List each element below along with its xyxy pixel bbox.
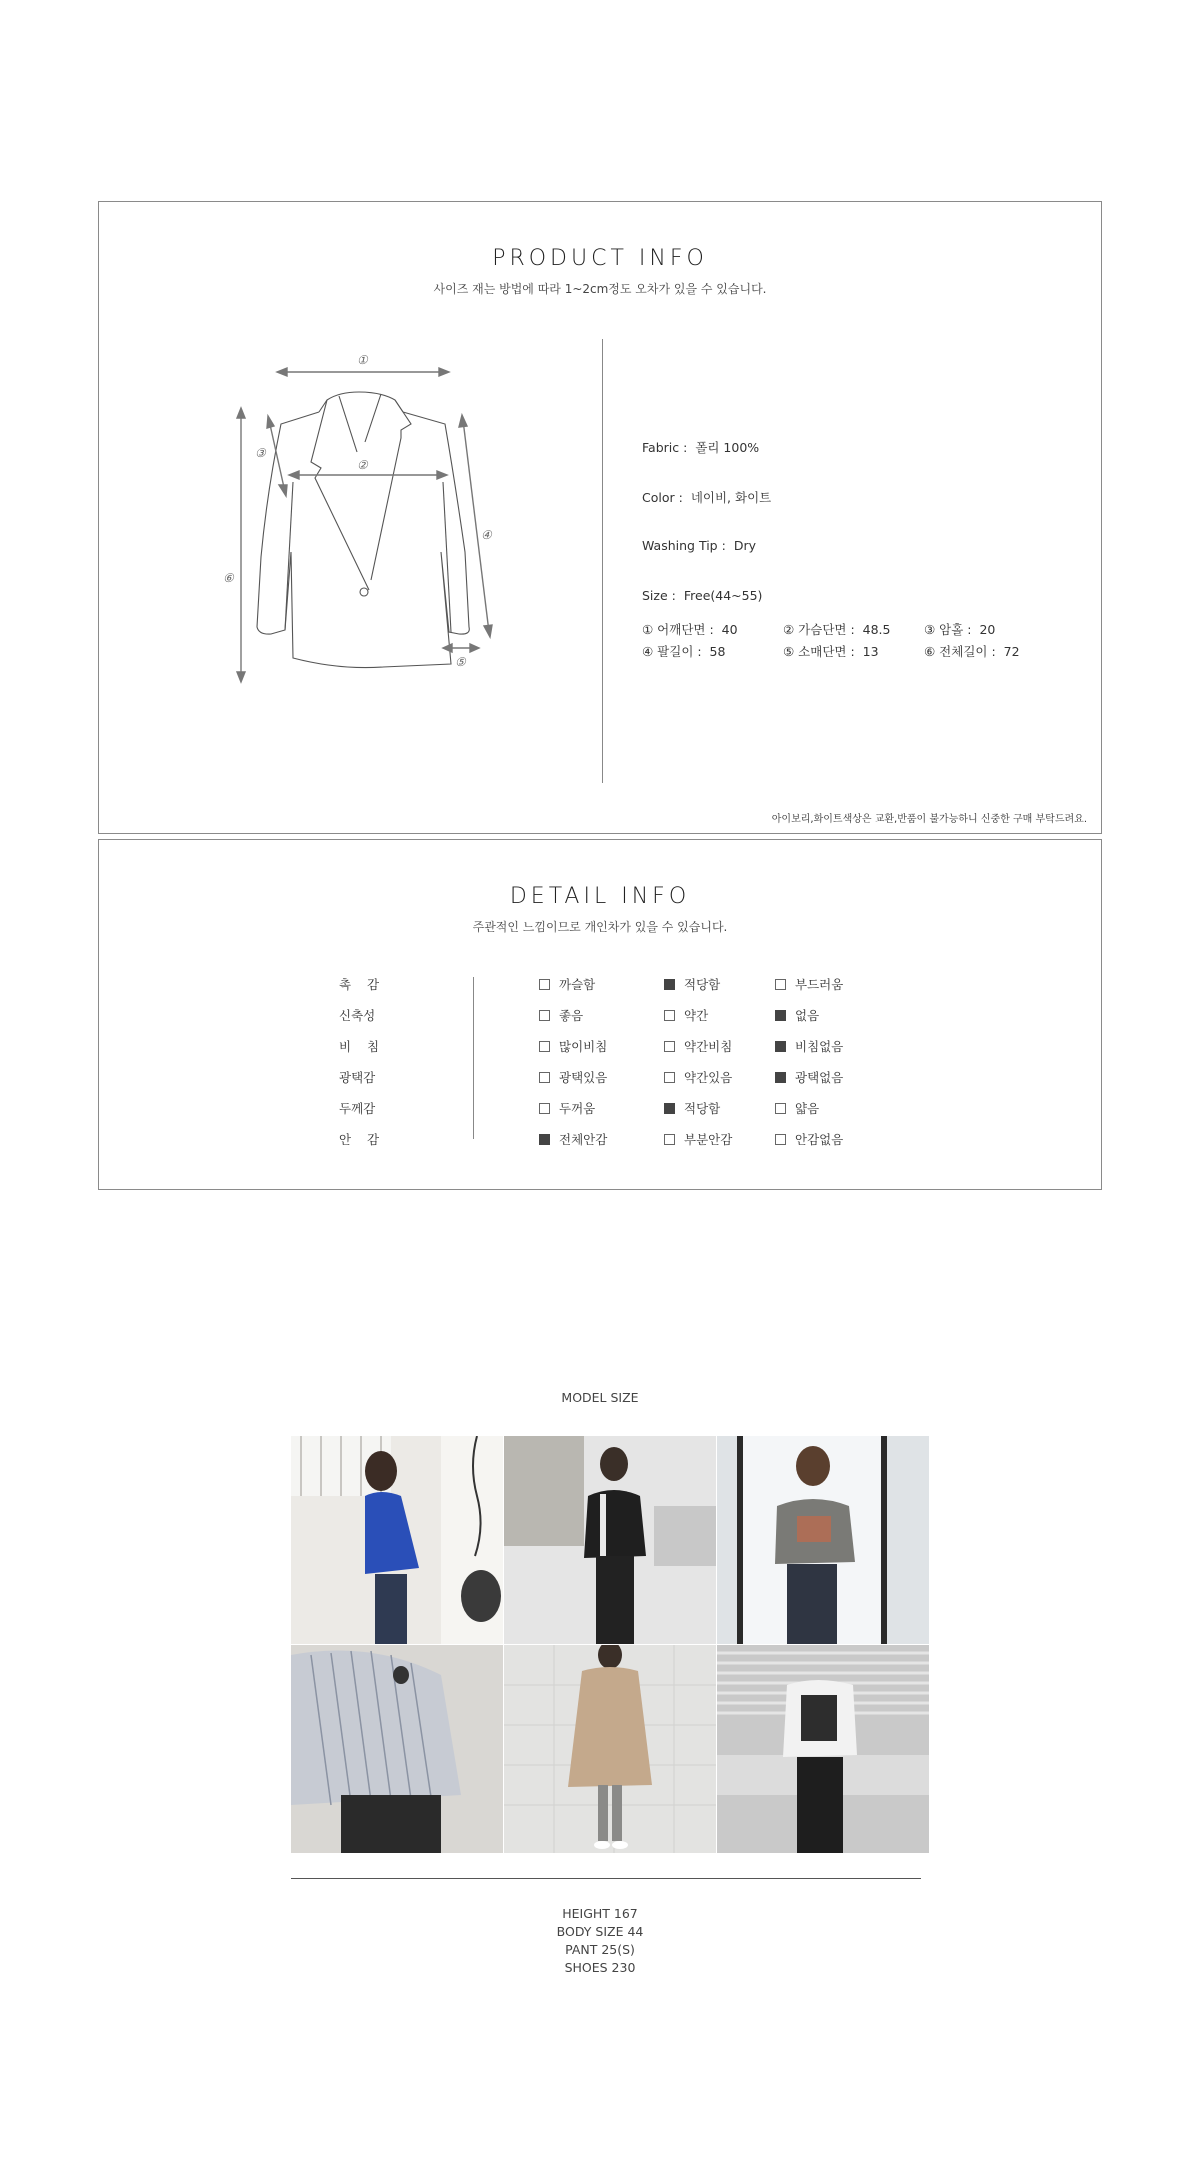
measurement-3: ③ 암홀 : 20 [924, 622, 996, 637]
marker-2: ② [357, 458, 368, 472]
detail-option [775, 1037, 843, 1055]
size-value: Free(44~55) [683, 588, 763, 603]
model-photo-4 [291, 1645, 503, 1853]
detail-option [775, 1068, 843, 1086]
detail-row-label: 광택감 [339, 1070, 376, 1085]
checked-box-icon [775, 1041, 786, 1052]
detail-option [664, 1006, 708, 1024]
measurement-2: ② 가슴단면 : 48.5 [783, 622, 891, 637]
detail-option-label: 광택있음 [559, 1070, 608, 1085]
checked-box-icon [664, 1103, 675, 1114]
detail-option [664, 1130, 732, 1148]
marker-4: ④ [481, 528, 492, 542]
detail-row-label: 비 침 [339, 1039, 380, 1054]
fabric-label: Fabric : [642, 440, 688, 455]
divider-line [602, 339, 603, 783]
size-label: Size : [642, 588, 676, 603]
measurement-6: ⑥ 전체길이 : 72 [924, 644, 1020, 659]
model-photo-grid [291, 1436, 929, 1853]
unchecked-box-icon [539, 1041, 550, 1052]
detail-option-label: 적당함 [684, 977, 721, 992]
detail-option-label: 얇음 [795, 1101, 820, 1116]
detail-option-label: 약간있음 [684, 1070, 733, 1085]
detail-option-label: 안감없음 [795, 1132, 844, 1147]
detail-option-label: 비침없음 [795, 1039, 844, 1054]
detail-option [775, 1006, 819, 1024]
unchecked-box-icon [664, 1010, 675, 1021]
unchecked-box-icon [664, 1072, 675, 1083]
detail-option [539, 1130, 607, 1148]
detail-row-label: 신축성 [339, 1008, 376, 1023]
detail-option [775, 1130, 843, 1148]
detail-option [664, 1068, 732, 1086]
unchecked-box-icon [664, 1041, 675, 1052]
measurement-5: ⑤ 소매단면 : 13 [783, 644, 879, 659]
model-photo-2 [504, 1436, 716, 1644]
unchecked-box-icon [539, 1010, 550, 1021]
detail-divider [473, 977, 474, 1139]
detail-row-label: 안 감 [339, 1132, 380, 1147]
detail-option-label: 많이비침 [559, 1039, 608, 1054]
detail-info-title: DETAIL INFO [509, 884, 691, 909]
model-size-title: MODEL SIZE [561, 1390, 639, 1405]
detail-option [775, 1099, 819, 1117]
color-value: 네이비, 화이트 [690, 490, 772, 505]
detail-option [539, 1037, 607, 1055]
detail-option-label: 좋음 [559, 1008, 584, 1023]
model-divider [291, 1878, 921, 1879]
marker-1: ① [357, 353, 368, 367]
model-shoe-size: SHOES 230 [564, 1960, 636, 1975]
detail-option-label: 적당함 [684, 1101, 721, 1116]
checked-box-icon [775, 1072, 786, 1083]
detail-option-label: 부분안감 [684, 1132, 733, 1147]
product-info-subtitle: 사이즈 재는 방법에 따라 1~2cm정도 오차가 있을 수 있습니다. [433, 282, 767, 296]
detail-info-subtitle: 주관적인 느낌이므로 개인차가 있을 수 있습니다. [472, 920, 728, 934]
unchecked-box-icon [775, 1103, 786, 1114]
measurement-1: ① 어깨단면 : 40 [642, 622, 738, 637]
detail-info-box [98, 839, 1102, 1190]
model-photo-3 [717, 1436, 929, 1644]
marker-3: ③ [255, 446, 266, 460]
unchecked-box-icon [539, 1072, 550, 1083]
detail-option-label: 약간비침 [684, 1039, 733, 1054]
washing-value: Dry [733, 538, 756, 553]
care-note: 아이보리,화이트색상은 교환,반품이 불가능하니 신중한 구매 부탁드려요. [771, 814, 1087, 825]
model-body-size: BODY SIZE 44 [556, 1924, 644, 1939]
detail-option-label: 약간 [684, 1008, 709, 1023]
unchecked-box-icon [775, 979, 786, 990]
marker-6: ⑥ [223, 571, 234, 585]
detail-option [664, 1037, 732, 1055]
unchecked-box-icon [775, 1134, 786, 1145]
detail-option [539, 975, 595, 993]
detail-option [539, 1099, 595, 1117]
model-photo-6 [717, 1645, 929, 1853]
color-label: Color : [642, 490, 683, 505]
checked-box-icon [775, 1010, 786, 1021]
measurement-4: ④ 팔길이 : 58 [642, 644, 726, 659]
marker-5: ⑤ [455, 655, 466, 669]
model-height: HEIGHT 167 [562, 1906, 638, 1921]
unchecked-box-icon [664, 1134, 675, 1145]
detail-option [664, 975, 720, 993]
detail-option-label: 두꺼움 [559, 1101, 596, 1116]
fabric-value: 폴리 100% [695, 440, 760, 455]
detail-option-label: 까슬함 [559, 977, 596, 992]
detail-option [539, 1068, 607, 1086]
detail-option-label: 부드러움 [795, 977, 844, 992]
fabric-row [642, 438, 759, 456]
detail-option-label: 전체안감 [559, 1132, 608, 1147]
detail-option [664, 1099, 720, 1117]
detail-option [539, 1006, 583, 1024]
detail-option-label: 광택없음 [795, 1070, 844, 1085]
washing-row [642, 538, 756, 553]
detail-option [775, 975, 843, 993]
checked-box-icon [539, 1134, 550, 1145]
unchecked-box-icon [539, 1103, 550, 1114]
washing-label: Washing Tip : [642, 538, 726, 553]
detail-row-label: 촉 감 [339, 977, 380, 992]
model-photo-1 [291, 1436, 503, 1644]
model-pant-size: PANT 25(S) [565, 1942, 635, 1957]
unchecked-box-icon [539, 979, 550, 990]
detail-option-label: 없음 [795, 1008, 820, 1023]
checked-box-icon [664, 979, 675, 990]
product-info-title: PRODUCT INFO [492, 246, 708, 271]
product-info-box [98, 201, 1102, 834]
size-row [642, 588, 762, 603]
model-photo-5 [504, 1645, 716, 1853]
detail-row-label: 두께감 [339, 1101, 376, 1116]
color-row [642, 488, 771, 506]
jacket-size-diagram [219, 342, 619, 742]
